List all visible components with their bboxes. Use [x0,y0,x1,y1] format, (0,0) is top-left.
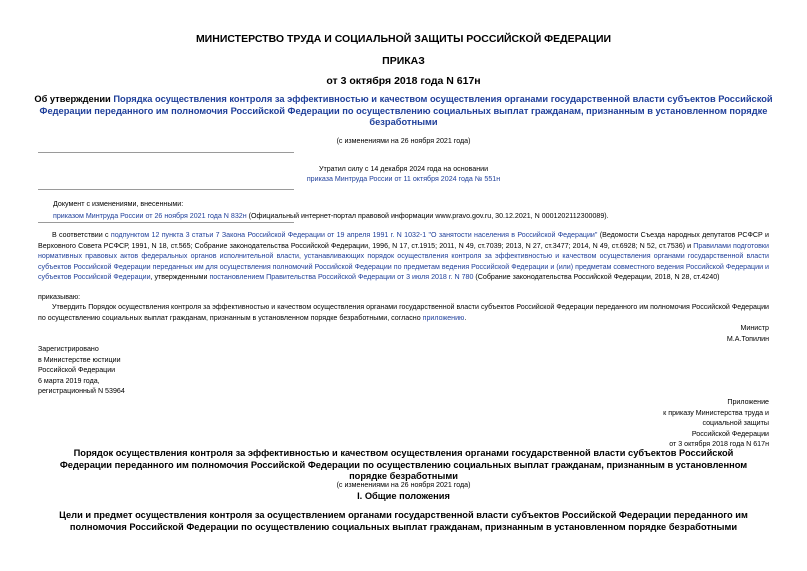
appendix-line: Российской Федерации [691,429,769,438]
registration-line: 6 марта 2019 года, [38,376,100,385]
appendix-line: Приложение [727,398,769,406]
divider-line [38,152,294,153]
signature-name: М.А.Топилин [726,334,769,343]
section-heading: I. Общие положения [357,491,450,501]
procedure-title: Порядок осуществления контроля за эффективностью и качеством осуществления органами государственной власти субъектов Российской Федерации переданного им полномочия Российской Федерации по осуществлению социальных выплат гражданам, признанным в установленном порядке безработными [59,448,748,481]
procedure-changes-note: (с изменениями на 26 ноября 2021 года) [336,481,471,489]
title-prefix: Об утверждении [34,94,114,104]
amendment-source: (Официальный интернет-портал правовой информации www.pravo.gov.ru, 30.12.2021, N 0001202112300089). [246,212,609,220]
repeal-order-link[interactable]: приказа Минтруда России от 11 октября 2024 года № 551н [306,175,501,183]
approval-text: . [464,313,467,322]
document-title [30,94,777,129]
appendix-line: к приказу Министерства труда и [663,408,769,417]
signature-block [600,323,769,344]
amendment-order-link[interactable]: приказом Минтруда России от 26 ноября 2021 года N 832н [53,212,247,220]
amendments-intro: Документ с изменениями, внесенными: [53,200,184,208]
appendix-line: от 3 октября 2018 года N 617н [669,440,769,449]
title-procedure-link[interactable]: Порядка осуществления контроля за эффективностью и качеством осуществления органами государственной власти субъектов Российской Федерации переданного им полномочия Российской Федерации по осуществлению социальных выплат гражданам, признанным в установленном порядке безработными [39,94,773,127]
divider-line [38,222,294,223]
signature-position: Министр [740,324,769,332]
employment-law-link[interactable]: подпунктом 12 пункта 3 статьи 7 Закона Российской Федерации от 19 апреля 1991 г. N 1032-1 "О занятости населения в Российской Федерации" [110,231,598,239]
appendix-line: социальной защиты [702,419,769,428]
preamble-text: В соответствии с [52,231,111,239]
preamble-text: (Собрание законодательства Российской Федерации, 2018, N 28, ст.4240) [473,273,720,282]
rules-link[interactable]: Правилами подготовки нормативных правовых актов федеральных органов исполнительной власти, устанавливающих порядок осуществления контроля за эффективностью и качеством осуществления органами государственной власти субъектов Российской Федерации переданных им для осуществления полномочий Российской Федерации по предметам ведения Российской Федерации и (или) предметам совместного ведения Российской Федерации и субъектов Российской Федерации [38,241,769,282]
orders-word: приказываю: [38,293,81,301]
government-decree-link[interactable]: постановлением Правительства Российской Федерации от 3 июля 2018 г. N 780 [209,273,474,282]
approval-text: Утвердить Порядок осуществления контроля за эффективностью и качеством осуществления органами государственной власти субъектов Российской Федерации переданного им полномочия Российской Федерации по осуществлению социальных выплат гражданам, признанным в установленном порядке безработными, согласно [38,303,769,322]
preamble-paragraph [38,230,769,283]
registration-line: в Министерстве юстиции [38,355,121,364]
registration-line: Зарегистрировано [38,345,99,353]
appendix-link[interactable]: приложению [422,313,465,322]
doc-type-heading: ПРИКАЗ [382,55,425,67]
status-line: Утратил силу с 14 декабря 2024 года на основании [318,165,489,173]
registration-block [38,344,238,397]
amendments-list [53,211,783,222]
preamble-text: , утвержденными [150,273,210,282]
approval-paragraph [38,302,769,323]
changes-note: (с изменениями на 26 ноября 2021 года) [336,137,471,145]
ministry-heading: МИНИСТЕРСТВО ТРУДА И СОЦИАЛЬНОЙ ЗАЩИТЫ РОССИЙСКОЙ ФЕДЕРАЦИИ [195,33,612,45]
registration-line: Российской Федерации [38,366,116,375]
divider-line [38,189,294,190]
goals-heading: Цели и предмет осуществления контроля за осуществлением органами государственной власти субъектов Российской Федерации переданного им полномочия Российской Федерации по осуществлению социальных выплат гражданам, признанным в установленном порядке безработными [59,510,748,532]
appendix-block [560,397,769,450]
preamble-text: (Ведомости Съезда народных депутатов РСФСР и Верховного Совета РСФСР, 1991, N 18, ст.565; Собрание законодательства Российской Федерации, 1996, N 17, ст.1915; 2011, N 49, ст.7039; 2013, N 27, ст.3477; 2014, N 49, ст.6928; N 52, ст.7536) и [38,231,770,250]
doc-date-heading: от 3 октября 2018 года N 617н [326,75,481,87]
registration-line: регистрационный N 53964 [38,387,125,396]
